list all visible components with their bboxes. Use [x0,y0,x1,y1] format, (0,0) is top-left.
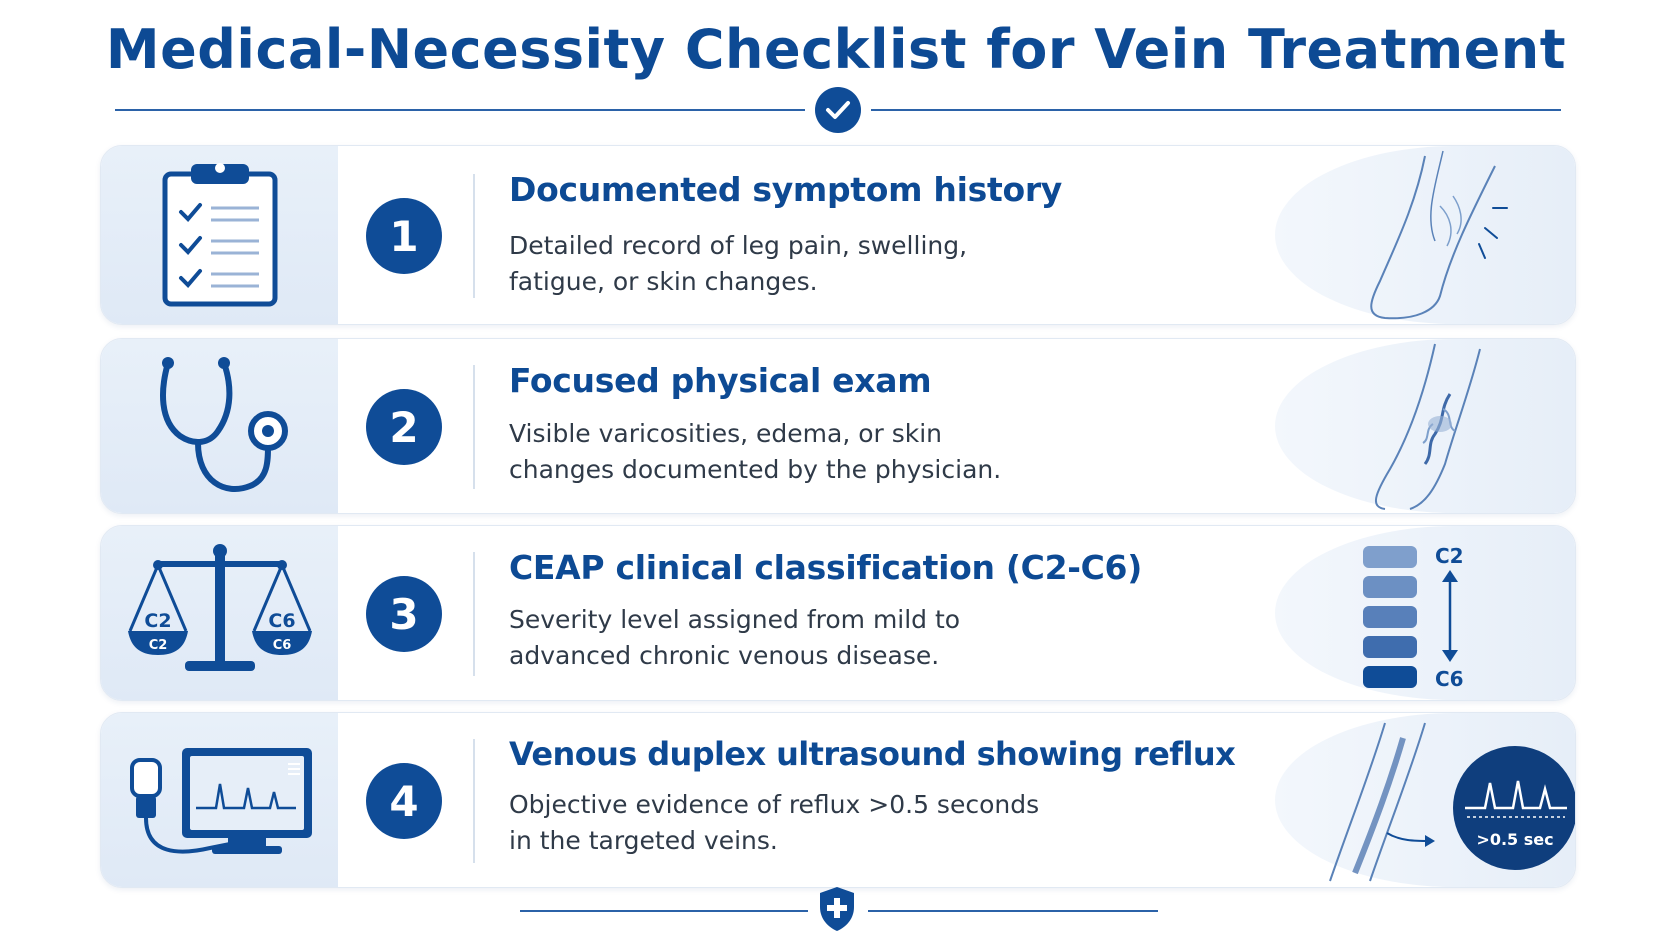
scale-right-bottom-label: C6 [272,638,291,653]
severity-scale-illustration [1275,526,1575,700]
balance-scale-icon [101,526,338,700]
scale-right-top-label: C6 [267,610,296,632]
reflux-waveform-illustration [1275,713,1575,887]
step-desc-4: Objective evidence of reflux >0.5 seconds in the targeted veins. [509,790,1040,855]
medical-shield-icon [817,885,857,937]
ultrasound-machine-icon [101,713,338,887]
leg-pain-illustration [1275,146,1575,324]
leg-varicose-illustration [1275,339,1575,513]
step-desc-2: Visible varicosities, edema, or skin changes documented by the physician. [509,419,1002,484]
step-number-2: 2 [366,389,442,465]
waveform-duration-label: >0.5 sec [1476,830,1554,849]
step-number-1: 1 [366,198,442,274]
clipboard-checklist-icon [101,146,338,324]
stethoscope-icon [101,339,338,513]
severity-bottom-label: C6 [1435,667,1464,691]
footer-rule-right [868,910,1158,912]
scale-left-top-label: C2 [143,610,172,632]
severity-top-label: C2 [1435,544,1464,568]
check-badge-icon [815,87,861,133]
step-title-1: Documented symptom history [509,170,1063,209]
step-title-3: CEAP clinical classification (C2-C6) [509,548,1142,587]
step-card-3 [100,525,1576,701]
title-rule-right [871,109,1561,111]
scale-left-bottom-label: C2 [148,638,167,653]
page-title: Medical-Necessity Checklist for Vein Treatment [105,18,1567,81]
step-title-4: Venous duplex ultrasound showing reflux [509,735,1236,773]
step-card-1 [100,145,1576,325]
step-number-4: 4 [366,763,442,839]
step-desc-3: Severity level assigned from mild to advanced chronic venous disease. [509,605,961,670]
step-card-2 [100,338,1576,514]
step-title-2: Focused physical exam [509,361,932,400]
step-desc-1: Detailed record of leg pain, swelling, fatigue, or skin changes. [509,231,968,296]
title-rule-left [115,109,805,111]
step-number-3: 3 [366,576,442,652]
footer-rule-left [520,910,808,912]
step-card-4 [100,712,1576,888]
